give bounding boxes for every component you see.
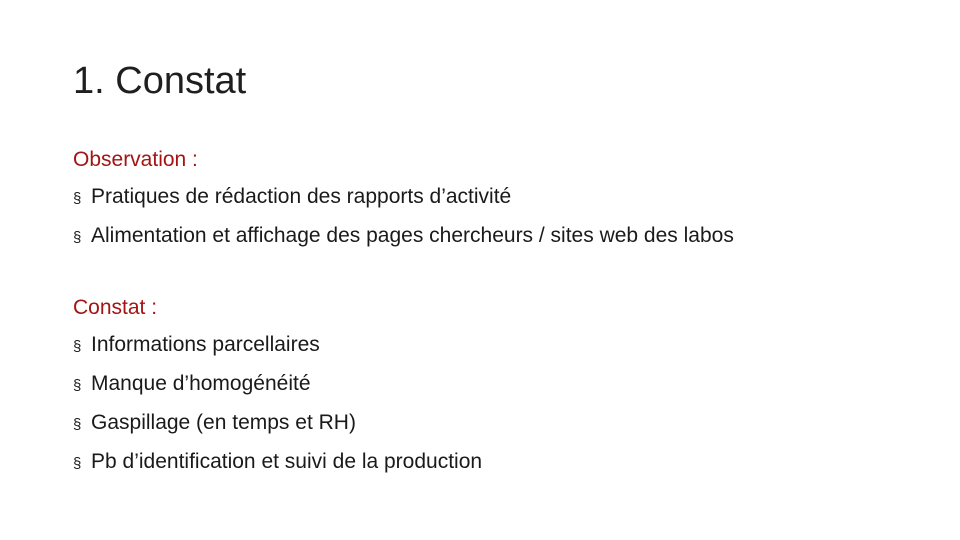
- bullet-marker-icon: §: [73, 377, 82, 394]
- list-item: [73, 217, 734, 256]
- bullet-marker-icon: §: [73, 190, 82, 207]
- constat-heading: Constat :: [73, 296, 158, 319]
- observation-section: [73, 141, 734, 256]
- list-item-text: Alimentation et affichage des pages chercheurs / sites web des labos: [91, 224, 734, 247]
- list-item-text: Gaspillage (en temps et RH): [91, 411, 356, 434]
- list-item: [73, 404, 482, 443]
- list-item-text: Informations parcellaires: [91, 333, 320, 356]
- slide-title: 1. Constat: [73, 60, 247, 102]
- bullet-marker-icon: §: [73, 338, 82, 355]
- list-item: [73, 326, 482, 365]
- bullet-marker-icon: §: [73, 416, 82, 433]
- bullet-marker-icon: §: [73, 455, 82, 472]
- list-item: [73, 443, 482, 482]
- constat-section: [73, 289, 482, 482]
- list-item-text: Pratiques de rédaction des rapports d’activité: [91, 185, 512, 208]
- list-item: [73, 365, 482, 404]
- observation-heading: Observation :: [73, 148, 198, 171]
- list-item: [73, 178, 734, 217]
- list-item-text: Manque d’homogénéité: [91, 372, 311, 395]
- list-item-text: Pb d’identification et suivi de la production: [91, 450, 483, 473]
- bullet-marker-icon: §: [73, 229, 82, 246]
